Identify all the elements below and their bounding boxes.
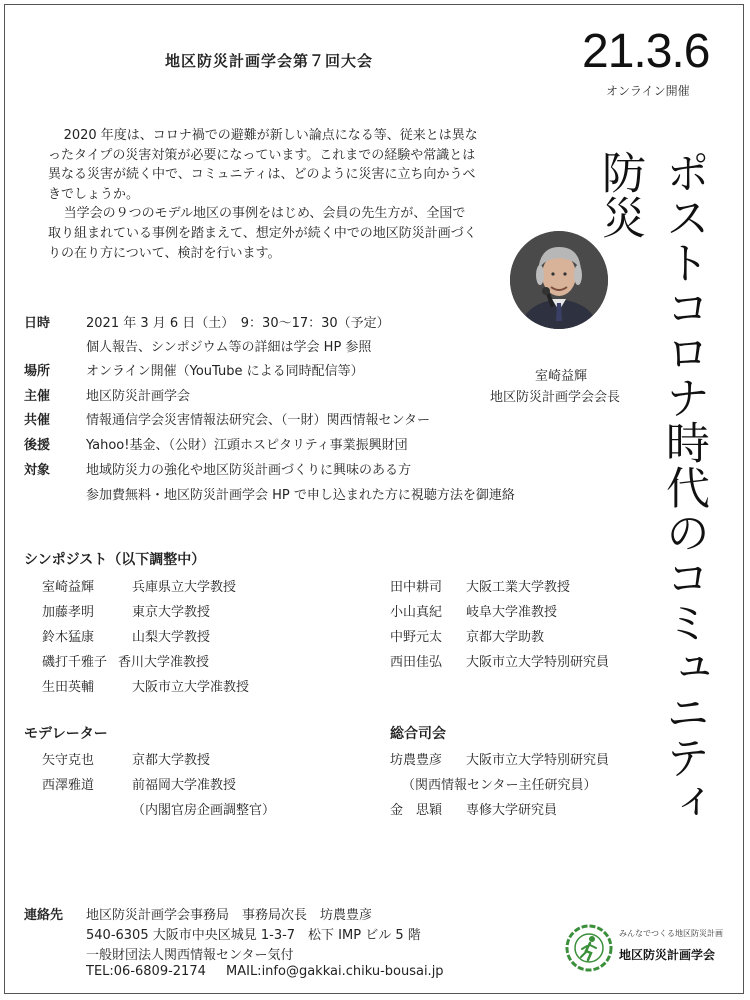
info-value: 地域防災力の強化や地区防災計画づくりに興味のある方 (86, 463, 412, 478)
person-affiliation: 東京大学教授 (132, 605, 211, 620)
info-value: 2021 年 3 月 6 日（土） 9：30〜17：30（予定） (86, 316, 390, 331)
portrait-illustration (510, 231, 608, 329)
intro-paragraph-1: 2020 年度は、コロナ禍での避難が新しい論点になる等、従来とは異なったタイプの災害対策が必要になっています。これまでの経験や常識とは異なる災害が続く中で、コミュニティは、どのように災害に立ち向かうべきでしょうか。 (48, 128, 478, 202)
symposists-heading: シンポジスト（以下調整中） (24, 552, 206, 568)
person-name: 坊農豊彦 (390, 753, 443, 768)
info-label: 後援 (24, 438, 51, 453)
person-affiliation: 京都大学教授 (132, 753, 211, 768)
person-name: 田中耕司 (390, 580, 443, 595)
info-label: 主催 (24, 389, 51, 404)
person-affiliation: 岐阜大学准教授 (466, 605, 558, 620)
running-person-logo-icon (565, 924, 613, 972)
society-logo (565, 918, 725, 980)
info-value: 個人報告、シンポジウム等の詳細は学会 HP 参照 (86, 340, 372, 355)
info-label: 場所 (24, 364, 51, 379)
contact-tel: TEL:06-6809-2174 (86, 964, 206, 979)
contact-mail[interactable]: MAIL:info@gakkai.chiku-bousai.jp (226, 964, 444, 979)
person-affiliation: 前福岡大学准教授 (132, 778, 237, 793)
info-label: 日時 (24, 316, 51, 331)
info-label: 対象 (24, 463, 51, 478)
event-format: オンライン開催 (606, 84, 690, 98)
info-value: 地区防災計画学会 (86, 389, 191, 404)
person-affiliation: 大阪市立大学准教授 (132, 680, 250, 695)
person-affiliation: 大阪市立大学特別研究員 (466, 655, 610, 670)
info-value: 参加費無料・地区防災計画学会 HP で申し込まれた方に視聴方法を御連絡 (86, 488, 515, 503)
event-date: 21.3.6 (582, 25, 710, 78)
person-name: 小山真紀 (390, 605, 443, 620)
vertical-theme-title: ポストコロナ時代のコミュニティ防災 (594, 150, 709, 825)
contact-care-of: 一般財団法人関西情報センター気付 (86, 948, 294, 963)
person-name: 金 思穎 (390, 803, 443, 818)
info-value: 情報通信学会災害情報法研究会、（一財）関西情報センター (86, 413, 430, 428)
intro-paragraph-2: 当学会の９つのモデル地区の事例をはじめ、会員の先生方が、全国で取り組まれている事例を踏まえて、想定外が続く中での地区防災計画づくりの在り方について、検討を行います。 (48, 206, 477, 261)
person-name: 生田英輔 (42, 680, 95, 695)
person-name: 鈴木猛康 (42, 630, 95, 645)
contact-label: 連絡先 (24, 908, 64, 923)
person-affiliation: 山梨大学教授 (132, 630, 211, 645)
person-affiliation: 専修大学研究員 (466, 803, 558, 818)
person-affiliation: 京都大学助教 (466, 630, 545, 645)
person-name: 中野元太 (390, 630, 443, 645)
logo-tagline: みんなでつくる地区防災計画 (619, 929, 723, 938)
intro-text (48, 126, 478, 263)
person-affiliation: 香川大学准教授 (118, 655, 210, 670)
person-affiliation: 大阪工業大学教授 (466, 580, 571, 595)
president-name: 室崎益輝 (535, 369, 588, 384)
president-photo (510, 231, 608, 329)
contact-office: 地区防災計画学会事務局 事務局次長 坊農豊彦 (86, 908, 373, 923)
person-name: 室崎益輝 (42, 580, 95, 595)
info-value: Yahoo!基金、（公財）江頭ホスピタリティ事業振興財団 (86, 438, 408, 453)
info-value: オンライン開催（YouTube による同時配信等） (86, 364, 364, 379)
person-affiliation: 兵庫県立大学教授 (132, 580, 237, 595)
conference-title: 地区防災計画学会第７回大会 (165, 52, 374, 70)
moderator-note: （内閣官房企画調整官） (132, 803, 276, 818)
mc-note: （関西情報センター主任研究員） (402, 778, 597, 793)
person-name: 加藤孝明 (42, 605, 95, 620)
moderators-heading: モデレーター (24, 726, 108, 742)
contact-address: 540-6305 大阪市中央区城見 1-3-7 松下 IMP ビル 5 階 (86, 928, 421, 943)
person-name: 西田佳弘 (390, 655, 443, 670)
person-name: 磯打千雅子 (42, 655, 108, 670)
logo-name: 地区防災計画学会 (619, 948, 716, 962)
president-role: 地区防災計画学会会長 (490, 390, 621, 405)
info-label: 共催 (24, 413, 51, 428)
person-name: 西澤雅道 (42, 778, 95, 793)
person-affiliation: 大阪市立大学特別研究員 (466, 753, 610, 768)
person-name: 矢守克也 (42, 753, 95, 768)
mc-heading: 総合司会 (390, 726, 446, 742)
